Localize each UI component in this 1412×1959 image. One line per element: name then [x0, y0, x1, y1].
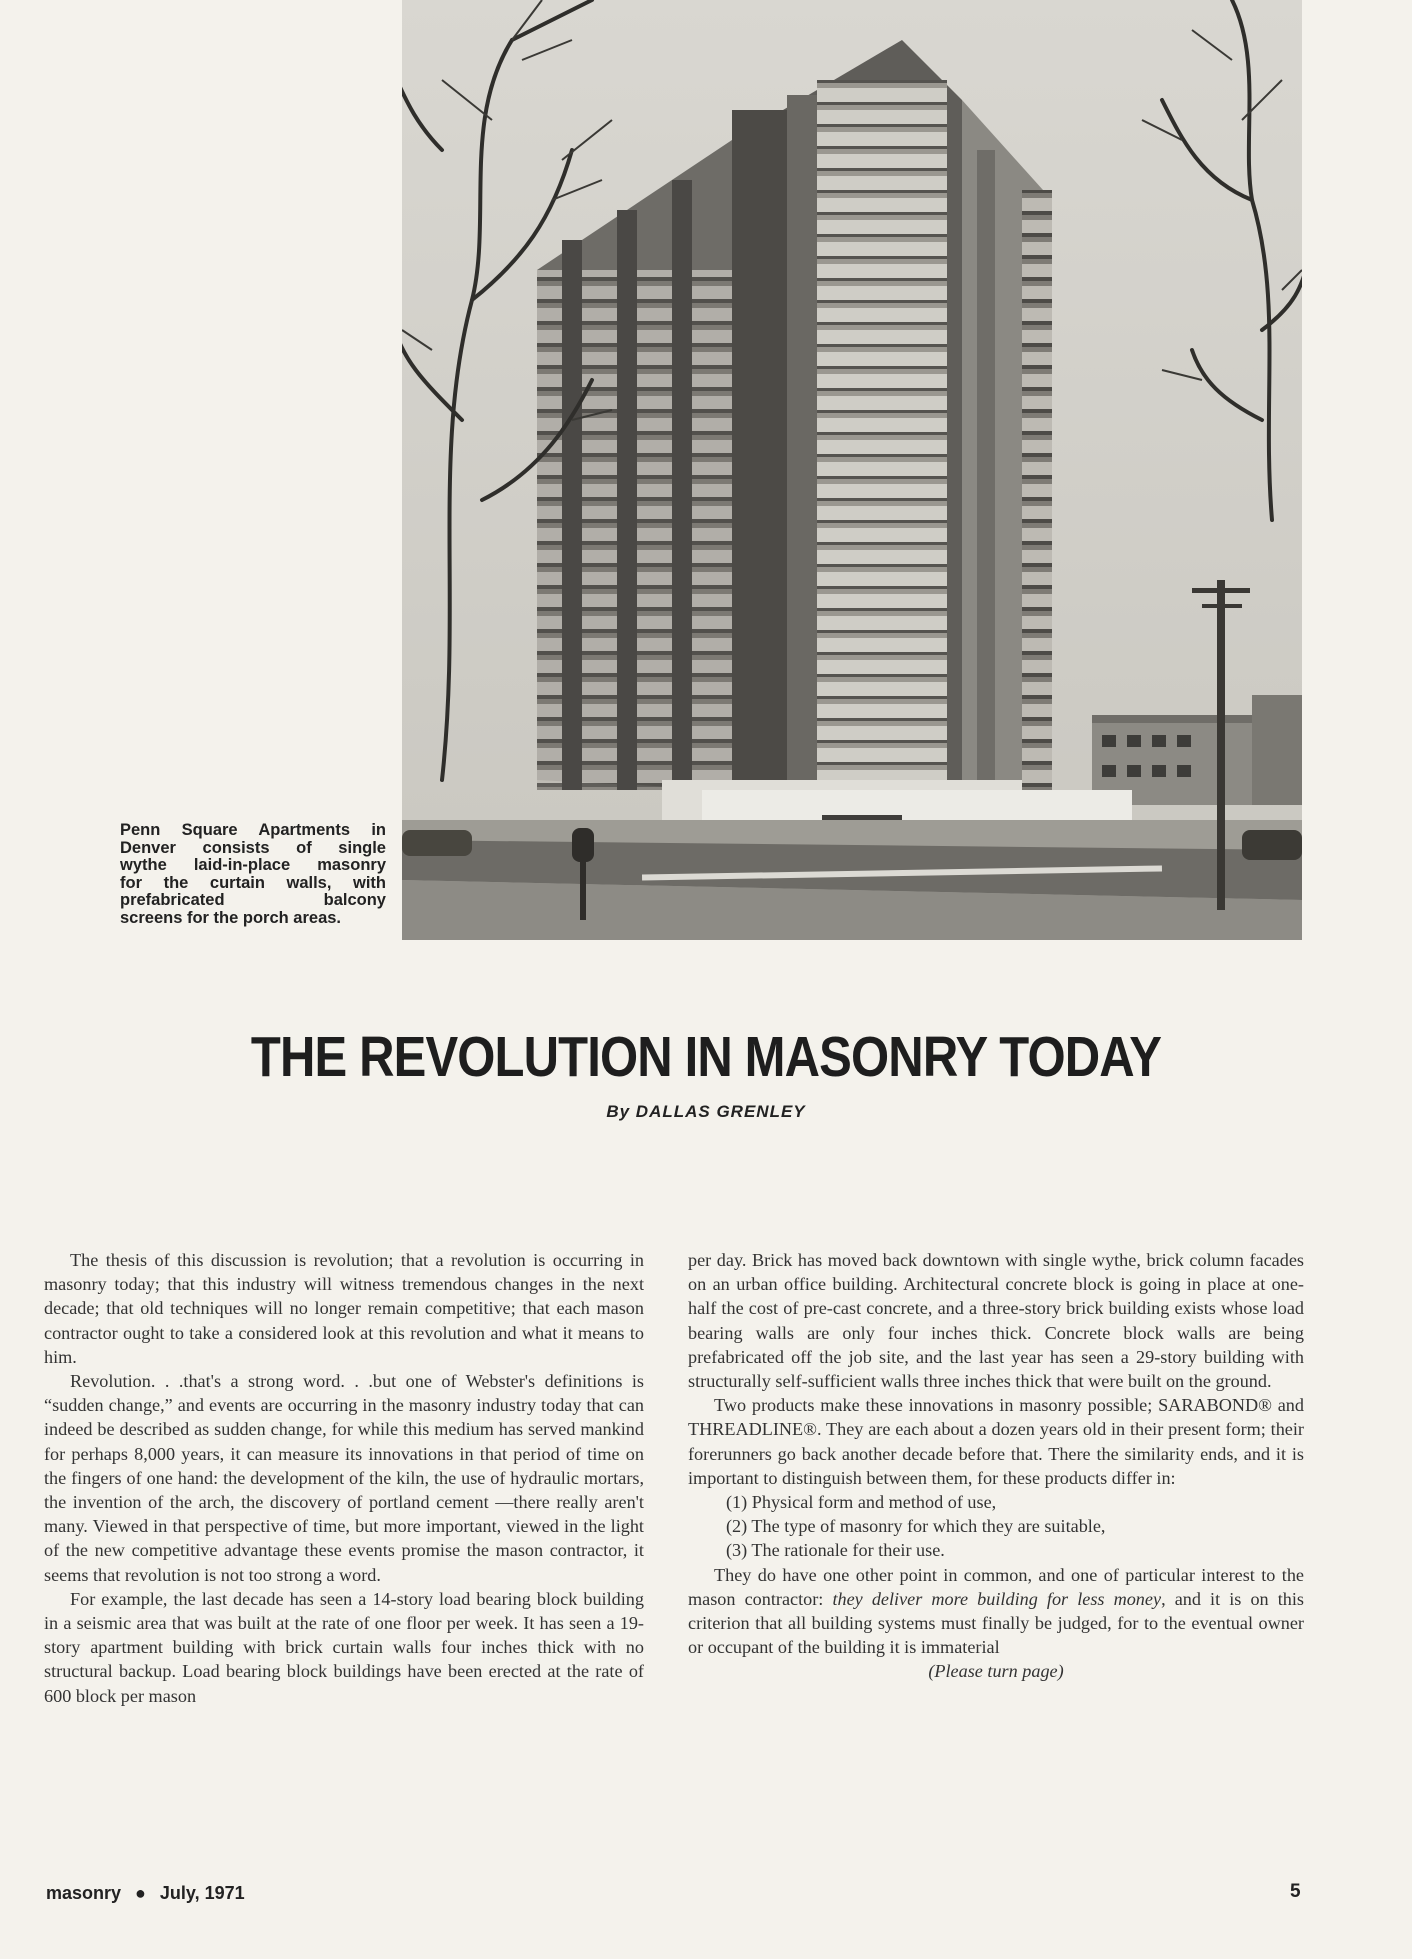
caption-line: prefabricated balcony — [120, 891, 386, 909]
list-item: (3) The rationale for their use. — [726, 1540, 945, 1561]
right-column — [688, 1248, 1304, 1684]
paragraph: per day. Brick has moved back downtown with single wythe, brick column facades on an urban office building. Architectural concrete block is going in place at one-half the cost of pre-cast concrete, and a three-story brick building exists whose load bearing walls are only four inches thick. Concrete block walls are being prefabricated off the job site, and the last year has seen a 29-story building with structurally self-sufficient walls three inches thick that were built on the ground. — [688, 1250, 1304, 1392]
building-photo — [402, 0, 1302, 940]
paragraph: For example, the last decade has seen a 14-story load bearing block building in a seismic area that was built at the rate of one floor per week. It has seen a 19-story apartment building with brick curtain walls four inches thick with no structural backup. Load bearing block buildings have been erected at the rate of 600 block per mason — [44, 1588, 644, 1706]
bullet-icon: ● — [135, 1883, 146, 1903]
list-item: (1) Physical form and method of use, — [726, 1492, 997, 1513]
caption-line: Denver consists of single — [120, 838, 386, 857]
paragraph-text: , and it is on this criterion that all building systems must finally be judged, for to the eventual owner or occupant of the building it is immaterial — [688, 1588, 1305, 1658]
building-photo-illustration — [402, 0, 1302, 940]
paragraph — [688, 1563, 1304, 1660]
caption-line: Penn Square Apartments in — [120, 821, 386, 839]
list-item: (2) The type of masonry for which they are suitable, — [726, 1516, 1106, 1537]
paragraph: Revolution. . .that's a strong word. . .but one of Webster's definitions is “sudden change,” and events are occurring in the masonry industry today that can indeed be described as sudden change, for while this medium has served mankind for perhaps 8,000 years, it can measure its innovations in that period of time on the fingers of one hand: the development of the kiln, the use of hydraulic mortars, the invention of the arch, the discovery of portland cement —there really aren't many. Viewed in that perspective of time, but more important, viewed in the light of the new competitive advantage these events promise the mason contractor, it seems that revolution is not too strong a word. — [44, 1371, 644, 1585]
photo-caption — [120, 822, 386, 927]
caption-line: wythe laid-in-place masonry — [120, 856, 386, 874]
publication-name: masonry — [46, 1883, 122, 1903]
article-title: THE REVOLUTION IN MASONRY TODAY — [250, 1025, 1162, 1089]
emphasis-text: they deliver more building for less money — [832, 1588, 1162, 1609]
paragraph: The thesis of this discussion is revolution; that a revolution is occurring in masonry today; that this industry will witness tremendous changes in the next decade; that old techniques will no longer remain competitive; that each mason contractor ought to take a considered look at this revolution and what it means to him. — [44, 1250, 644, 1367]
caption-line: for the curtain walls, with — [120, 873, 386, 892]
issue-date: July, 1971 — [159, 1883, 245, 1903]
paragraph: Two products make these innovations in masonry possible; SARABOND® and THREADLINE®. They are each about a dozen years old in their present form; their forerunners go back another decade before that. There the similarity ends, and it is important to distinguish between them, for these products differ in: — [688, 1395, 1304, 1488]
article-byline: By DALLAS GRENLEY — [606, 1102, 806, 1121]
footer-publication — [46, 1883, 245, 1904]
caption-line: screens for the porch areas. — [120, 908, 342, 927]
page-number: 5 — [1290, 1881, 1301, 1902]
turn-page-note: (Please turn page) — [928, 1661, 1064, 1682]
paragraph-text: They do have one other point in common, and one of particular interest to the mason contractor: — [688, 1564, 1304, 1609]
left-column — [44, 1248, 644, 1708]
